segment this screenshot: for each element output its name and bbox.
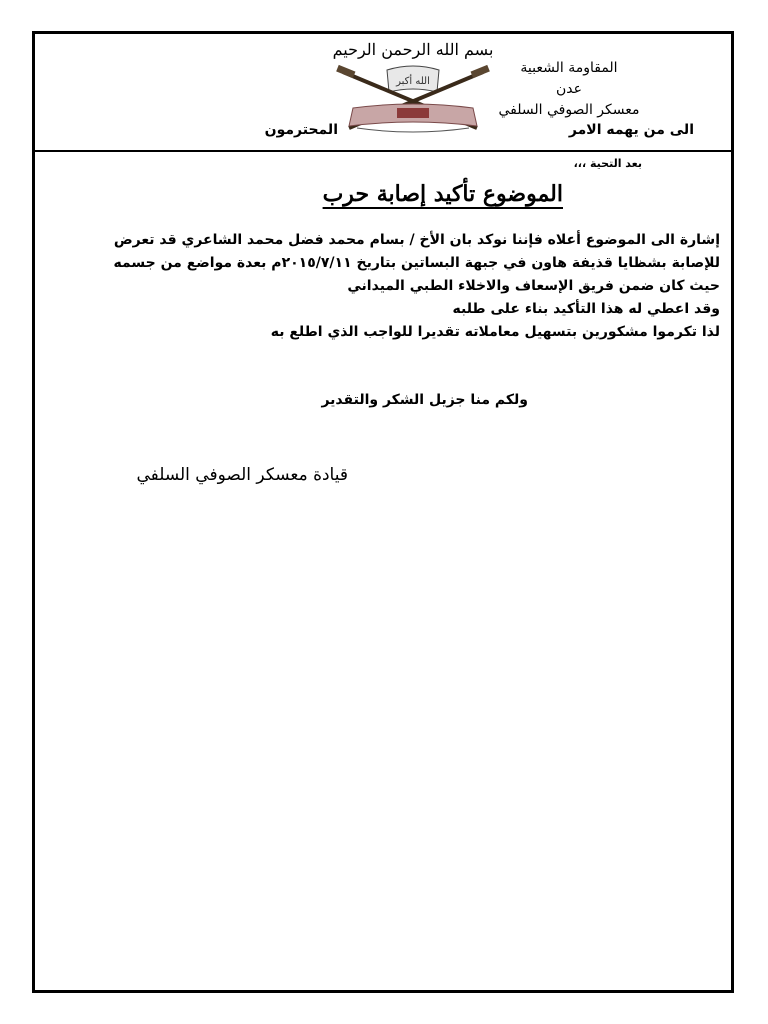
body-line: وقد اعطي له هذا التأكيد بناء على طلبه bbox=[452, 301, 720, 317]
body-line: للإصابة بشظايا قذيفة هاون في جبهة البساتين بتاريخ ٢٠١٥/٧/١١م بعدة مواضع من جسمه bbox=[113, 255, 720, 271]
bismillah-calligraphy: بسم الله الرحمن الرحيم bbox=[332, 40, 494, 59]
crossed-rifles-emblem-icon bbox=[327, 62, 499, 142]
respected-line: المحترمون bbox=[264, 122, 338, 138]
org-city: عدن bbox=[556, 81, 582, 97]
document-frame bbox=[32, 31, 734, 993]
org-name: المقاومة الشعبية bbox=[520, 60, 618, 76]
emblem-logo bbox=[313, 40, 513, 144]
recipient-line: الى من يهمه الامر bbox=[568, 122, 694, 138]
org-camp: معسكر الصوفي السلفي bbox=[498, 102, 640, 118]
greeting-line: بعد التحية ،،، bbox=[573, 157, 642, 170]
emblem-text: الله أكبر bbox=[396, 76, 430, 87]
subject-heading: الموضوع تأكيد إصابة حرب bbox=[322, 181, 563, 207]
body-line: إشارة الى الموضوع أعلاه فإننا نوكد بان الأخ / بسام محمد فضل محمد الشاعري قد تعرض bbox=[113, 232, 720, 248]
signature-line: قيادة معسكر الصوفي السلفي bbox=[136, 465, 348, 485]
body-line: لذا تكرموا مشكورين بتسهيل معاملاته تقديرا للواجب الذي اطلع به bbox=[270, 324, 720, 340]
closing-line: ولكم منا جزيل الشكر والتقدير bbox=[321, 392, 528, 408]
body-line: حيث كان ضمن فريق الإسعاف والاخلاء الطبي الميداني bbox=[347, 278, 720, 294]
letter-body bbox=[80, 229, 720, 344]
